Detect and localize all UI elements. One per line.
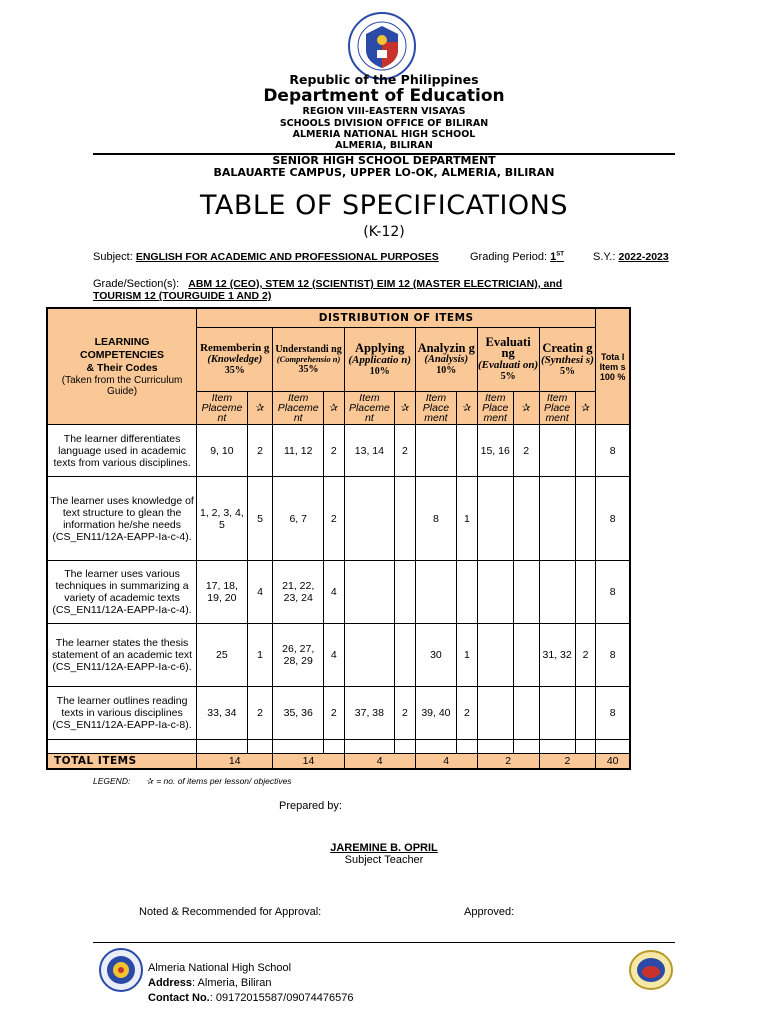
item-count-cell — [513, 561, 539, 624]
total-cell: 2 — [477, 754, 539, 769]
item-placement-cell: 25 — [197, 624, 248, 687]
total-items-header: Tota l Item s 100 % — [596, 308, 630, 425]
item-placement-cell — [477, 624, 513, 687]
item-placement-cell — [539, 687, 575, 740]
item-placement-header: Item Placeme nt — [273, 392, 324, 425]
school-year — [593, 251, 669, 263]
grade-value-2: TOURISM 12 (TOURGUIDE 1 AND 2) — [93, 290, 272, 302]
subject-line — [93, 251, 439, 263]
item-count-cell: 2 — [513, 425, 539, 477]
table-row — [47, 425, 630, 477]
item-placement-cell — [477, 561, 513, 624]
item-count-cell — [395, 477, 416, 561]
total-row — [47, 754, 630, 769]
grade-value-line2 — [93, 290, 271, 302]
approved-label: Approved: — [464, 906, 515, 918]
item-placement-cell — [539, 561, 575, 624]
teacher-role: Subject Teacher — [344, 854, 424, 866]
item-placement-header: Item Place ment — [477, 392, 513, 425]
row-total-cell: 8 — [596, 687, 630, 740]
campus-logo — [629, 950, 673, 990]
item-count-cell — [457, 561, 478, 624]
row-total-cell: 8 — [596, 561, 630, 624]
school-line: ALMERIA NATIONAL HIGH SCHOOL — [292, 129, 476, 140]
item-count-cell: 4 — [323, 624, 344, 687]
teacher-name: JAREMINE B. OPRIL — [330, 842, 438, 854]
star-icon: ✰ — [395, 392, 416, 425]
school-logo — [99, 948, 143, 992]
level-evaluating: Evaluati ng (Evaluati on) 5% — [477, 328, 539, 392]
item-placement-cell: 26, 27, 28, 29 — [273, 624, 324, 687]
item-placement-cell — [477, 687, 513, 740]
table-row — [47, 477, 630, 561]
grading-label: Grading Period: — [470, 251, 548, 263]
legend: LEGEND: ✰ = no. of items per lesson/ objectives — [93, 776, 292, 786]
competency-cell: The learner differentiates language used in academic texts from various disciplines. — [47, 425, 197, 477]
level-understanding: Understandi ng (Comprehensio n) 35% — [273, 328, 344, 392]
total-cell: 14 — [197, 754, 273, 769]
item-count-cell: 2 — [395, 425, 416, 477]
competency-cell: The learner outlines reading texts in various disciplines (CS_EN11/12A-EAPP-Ia-c-8). — [47, 687, 197, 740]
table-row — [47, 624, 630, 687]
document-subtitle: (K-12) — [363, 224, 405, 240]
grading-value: 1ST — [550, 251, 564, 263]
item-count-cell — [575, 425, 596, 477]
item-count-cell: 2 — [323, 425, 344, 477]
item-count-cell — [575, 687, 596, 740]
division-line: SCHOOLS DIVISION OFFICE OF BILIRAN — [279, 118, 489, 129]
item-count-cell: 1 — [457, 624, 478, 687]
grade-label: Grade/Section(s): — [93, 278, 180, 290]
item-count-cell: 2 — [323, 477, 344, 561]
item-placement-cell: 9, 10 — [197, 425, 248, 477]
table-row — [47, 687, 630, 740]
item-placement-cell: 13, 14 — [344, 425, 395, 477]
competency-cell: The learner uses various techniques in summarizing a variety of academic texts (CS_EN11/12A-EAPP-Ia-c-4). — [47, 561, 197, 624]
star-icon: ✰ — [575, 392, 596, 425]
item-placement-cell — [344, 477, 395, 561]
table-body — [47, 425, 630, 740]
item-placement-cell: 37, 38 — [344, 687, 395, 740]
level-analyzing: Analyzin g (Analysis) 10% — [415, 328, 477, 392]
item-count-cell: 2 — [323, 687, 344, 740]
item-count-cell — [457, 425, 478, 477]
item-placement-header: Item Placeme nt — [197, 392, 248, 425]
footer-rule — [93, 942, 675, 943]
item-placement-header: Item Placeme nt — [344, 392, 395, 425]
item-placement-cell: 39, 40 — [415, 687, 456, 740]
star-icon: ✰ — [247, 392, 273, 425]
item-placement-header: Item Place ment — [415, 392, 456, 425]
item-count-cell — [395, 561, 416, 624]
item-count-cell: 4 — [323, 561, 344, 624]
item-placement-cell: 1, 2, 3, 4, 5 — [197, 477, 248, 561]
footer-contact: Contact No.: 09172015587/09074476576 — [148, 992, 354, 1004]
row-total-cell: 8 — [596, 425, 630, 477]
total-cell: 2 — [539, 754, 596, 769]
item-count-cell: 2 — [247, 687, 273, 740]
footer-school: Almeria National High School — [148, 962, 292, 974]
item-placement-cell: 17, 18, 19, 20 — [197, 561, 248, 624]
level-remembering: Rememberin g (Knowledge) 35% — [197, 328, 273, 392]
item-count-cell — [575, 561, 596, 624]
department-name: Department of Education — [263, 86, 505, 106]
total-cell: 14 — [273, 754, 344, 769]
item-placement-cell: 6, 7 — [273, 477, 324, 561]
star-icon: ✰ — [457, 392, 478, 425]
prepared-by-label: Prepared by: — [279, 800, 342, 812]
grade-section-line — [93, 278, 562, 290]
item-count-cell — [575, 477, 596, 561]
item-count-cell — [513, 624, 539, 687]
row-total-cell: 8 — [596, 624, 630, 687]
total-label: TOTAL ITEMS — [47, 754, 197, 769]
item-count-cell: 1 — [457, 477, 478, 561]
item-placement-cell: 30 — [415, 624, 456, 687]
item-count-cell: 2 — [247, 425, 273, 477]
deped-seal-logo — [348, 12, 416, 80]
item-placement-cell: 8 — [415, 477, 456, 561]
republic-line: Republic of the Philippines — [289, 72, 479, 87]
document-title: TABLE OF SPECIFICATIONS — [200, 190, 568, 221]
campus-line: BALAUARTE CAMPUS, UPPER LO-OK, ALMERIA, BILIRAN — [213, 166, 555, 179]
grading-period — [470, 251, 564, 263]
table-row — [47, 561, 630, 624]
distribution-header: DISTRIBUTION OF ITEMS — [197, 308, 596, 328]
item-placement-cell — [415, 425, 456, 477]
specifications-table — [46, 307, 631, 770]
noted-label: Noted & Recommended for Approval: — [139, 906, 322, 918]
spacer-row — [47, 740, 630, 754]
star-icon: ✰ — [146, 776, 154, 786]
item-placement-cell: 15, 16 — [477, 425, 513, 477]
item-placement-cell — [415, 561, 456, 624]
item-placement-cell: 11, 12 — [273, 425, 324, 477]
sy-label: S.Y.: — [593, 251, 616, 263]
grade-value-1: ABM 12 (CEO), STEM 12 (SCIENTIST) EIM 12 (MASTER ELECTRICIAN), and — [188, 278, 563, 290]
total-cell: 4 — [344, 754, 415, 769]
row-total-cell: 8 — [596, 477, 630, 561]
shs-department: SENIOR HIGH SCHOOL DEPARTMENT — [272, 154, 496, 167]
item-placement-cell — [344, 624, 395, 687]
item-count-cell: 2 — [575, 624, 596, 687]
item-placement-cell — [477, 477, 513, 561]
competency-cell: The learner uses knowledge of text structure to glean the information he/she needs (CS_EN11/12A-EAPP-Ia-c-4). — [47, 477, 197, 561]
grand-total: 40 — [596, 754, 630, 769]
item-count-cell: 2 — [395, 687, 416, 740]
item-count-cell: 4 — [247, 561, 273, 624]
item-count-cell — [513, 477, 539, 561]
total-cell: 4 — [415, 754, 477, 769]
item-placement-cell: 31, 32 — [539, 624, 575, 687]
competency-cell: The learner states the thesis statement of an academic text (CS_EN11/12A-EAPP-Ia-c-6). — [47, 624, 197, 687]
item-placement-cell — [539, 425, 575, 477]
item-placement-cell — [344, 561, 395, 624]
item-count-cell — [513, 687, 539, 740]
item-count-cell — [395, 624, 416, 687]
item-placement-cell: 21, 22, 23, 24 — [273, 561, 324, 624]
item-count-cell: 5 — [247, 477, 273, 561]
item-count-cell: 1 — [247, 624, 273, 687]
footer-address: Address: Almeria, Biliran — [148, 977, 272, 989]
subject-value: ENGLISH FOR ACADEMIC AND PROFESSIONAL PURPOSES — [135, 251, 439, 263]
level-creating: Creatin g (Synthesi s) 5% — [539, 328, 596, 392]
region-line: REGION VIII-EASTERN VISAYAS — [302, 106, 466, 117]
item-count-cell: 2 — [457, 687, 478, 740]
item-placement-cell: 35, 36 — [273, 687, 324, 740]
level-applying: Applying (Applicatio n) 10% — [344, 328, 415, 392]
star-icon: ✰ — [323, 392, 344, 425]
item-placement-cell: 33, 34 — [197, 687, 248, 740]
competency-header: LEARNING COMPETENCIES & Their Codes (Taken from the Curriculum Guide) — [47, 308, 197, 425]
item-placement-cell — [539, 477, 575, 561]
item-placement-header: Item Place ment — [539, 392, 575, 425]
town-line: ALMERIA, BILIRAN — [335, 140, 433, 151]
sy-value: 2022-2023 — [618, 251, 669, 263]
subject-label: Subject: — [93, 251, 133, 263]
star-icon: ✰ — [513, 392, 539, 425]
